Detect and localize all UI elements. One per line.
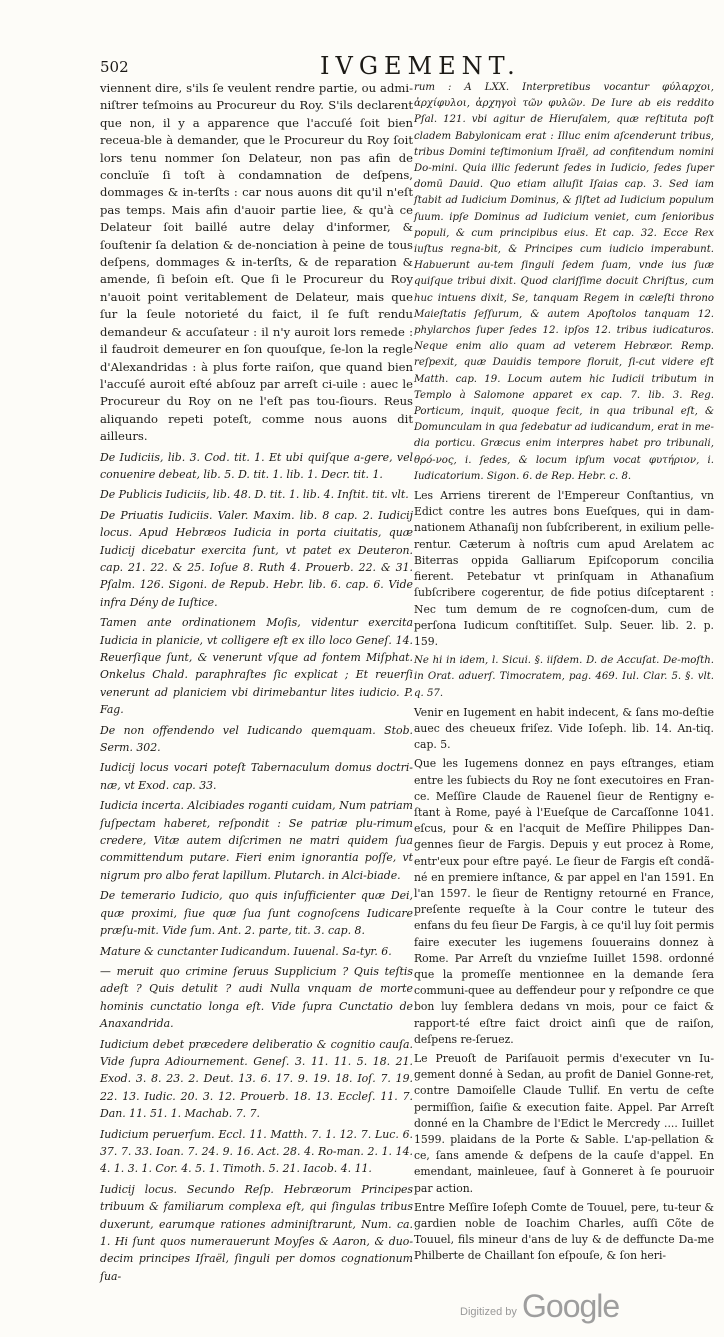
paragraph: Venir en Iugement en habit indecent, & ſans mo-deſtie auec des cheueux friſez. Vide Ioſeph. lib. 14. An-tiq. cap. 5. bbox=[414, 705, 714, 752]
paragraph: Iudicium peruerſum. Eccl. 11. Matth. 7. 1. 12. 7. Luc. 6. 37. 7. 33. Ioan. 7. 24. 9. 16. Act. 28. 4. Ro-man. 2. 1. 14. 4. 1. 3. 1. Cor. 4. 5. 1. Timoth. 5. 21. Iacob. 4. 11. bbox=[100, 1127, 413, 1176]
paragraph: De Iudiciis, lib. 3. Cod. tit. 1. Et ubi quiſque a-gere, vel conuenire debeat, lib. 5. D. tit. 1. lib. 1. Decr. tit. 1. bbox=[100, 450, 413, 481]
digitized-by-label: Digitized by bbox=[460, 1306, 517, 1318]
paragraph: viennent dire, s'ils ſe veulent rendre partie, ou admi-niſtrer teſmoins au Procureur du Roy. S'ils declarent que non, il y a apparence que l'accuſé ſoit bien receua-ble à demander, que le Procureur du Roy ſoit lors tenu nommer ſon Delateur, non pas afin de concluïe ſi toſt à condamnation de deſpens, dommages & in-terſts : car nous auons dit qu'il n'eſt pas temps. Mais afin d'auoir partie liee, & qu'à ce Delateur ſoit baillé autre delay d'informer, & ſouſtenir ſa delation & de-nonciation à peine de tous deſpens, dommages & in-terſts, & de reparation & amende, ſi beſoin eſt. Que ſi le Procureur du Roy n'auoit point veritablement de Delateur, mais que ſur la ſeule notorieté du faict, il ſe fuſt rendu demandeur & accuſateur : il n'y auroit lors remede : il faudroit demeurer en ſon quouſque, ſe-lon la regle d'Alexandridas : à plus forte raiſon, que quand bien l'accuſé auroit eſté abſouz par arreſt ci-uile : auec le Procureur du Roy on ne l'eſt pas tou-ſiours. Reus aliquando repeti poteſt, comme nous auons dit ailleurs. bbox=[100, 81, 413, 444]
page-header bbox=[100, 52, 700, 82]
paragraph: Iudicij locus vocari poteſt Tabernaculum domus doctri-næ, vt Exod. cap. 33. bbox=[100, 761, 413, 792]
paragraph: Iudicium debet præcedere deliberatio & cognitio cauſa. Vide ſupra Adiournement. Geneſ. 3. 11. 11. 5. 18. 21. Exod. 3. 8. 23. 2. Deut. 13. 6. 17. 9. 19. 18. Ioſ. 7. 19. 22. 13. Iudic. 20. 3. 12. Prouerb. 18. 13. Eccleſ. 11. 7. Dan. 11. 51. 1. Machab. 7. 7. bbox=[100, 1037, 413, 1121]
paragraph: Ne hi in idem, l. Sicui. §. iiſdem. D. de Accuſat. De-moſth. in Orat. aduerſ. Timocratem, pag. 469. Iul. Clar. 5. §. vlt. q. 57. bbox=[414, 655, 714, 699]
running-title: IVGEMENT. bbox=[320, 52, 521, 80]
paragraph: Mature & cunctanter Iudicandum. Iuuenal. Sa-tyr. 6. bbox=[100, 944, 392, 958]
right-column bbox=[414, 80, 714, 1265]
paragraph: Iudicij locus. Secundo Reſp. Hebræorum Principes tribuum & familiarum complexa eſt, qui ſingulas tribus duxerunt, earumque rationes adminiſtrarunt, Num. ca. 1. Hi ſunt quos numerauerunt Moyſes & Aaron, & duo-decim principes Iſraël, ſinguli per domos cognationum ſua- bbox=[100, 1182, 413, 1283]
paragraph: De non offendendo vel Iudicando quemquam. Stob. Serm. 302. bbox=[100, 723, 413, 755]
paragraph: Le Preuoſt de Pariſauoit permis d'executer vn Iu-gement donné à Sedan, au profit de Daniel Gonne-ret, contre Damoiſelle Claude Tullif. En vertu de ceſte permiſſion, ſaiſie & execution faite. Appel. Par Arreſt donné en la Chambre de l'Edict le Mercredy .... Iuillet 1599. plaidans de la Porte & Sable. L'ap-pellation & ce, ſans amende & deſpens de la cauſe d'appel. En emendant, mainleuee, ſauf à Gonneret à ſe pouruoir par action. bbox=[414, 1051, 714, 1195]
paragraph: Iudicia incerta. Alcibiades roganti cuidam, Num patriam ſuſpectam haberet, reſpondit : Se patriæ plu-rimum credere, Vitæ autem diſcrimen ne matri quidem ſua committendum putare. Fieri enim ignorantia poſſe, vt nigrum pro albo ferat lapillum. Plutarch. in Alci-biade. bbox=[100, 799, 413, 882]
paragraph: De temerario Iudicio, quo quis inſufficienter quæ Dei, quæ proximi, ſiue quæ ſua ſunt cognoſcens Iudicare præſu-mit. Vide ſum. Ant. 2. parte, tit. 3. cap. 8. bbox=[100, 889, 413, 938]
paragraph: Entre Meſſire Ioſeph Comte de Touuel, pere, tu-teur & gardien noble de Ioachim Charles, auſſi Cõte de Touuel, fils mineur d'ans de luy & de deffuncte Da-me Philberte de Chaillant ſon eſpouſe, & ſon heri- bbox=[414, 1200, 714, 1263]
paragraph: rum : A LXX. Interpretibus vocantur φύλαρχοι, ἀρχίφυλοι, ἀρχηγοὶ τῶν φυλῶν. De Iure ab eis reddito Pſal. 121. vbi agitur de Hieruſalem, quæ reſtituta poſt cladem Babylonicam erat : Illuc enim aſcenderunt tribus, tribus Domini teſtimonium Iſraël, ad confitendum nomini Do-mini. Quia illic ſederunt ſedes in Iudicio, ſedes ſuper domū Dauid. Quo etiam alluſit Iſaias cap. 3. Sed iam ſtabit ad Iudicium Dominus, & ſiſtet ad Iudicium populum ſuum. ipſe Dominus ad Iudicium veniet, cum ſenioribus populi, & cum principibus eius. Et cap. 32. Ecce Rex iuſtus regna-bit, & Principes cum iudicio imperabunt. Habuerunt au-tem ſinguli ſedem ſuam, vnde ius ſuæ quiſque tribui dixit. Quod clariſſime docuit Chriſtus, cum huc intuens dixit, Se, tanquam Regem in cæleſti throno Maieſtatis ſeſſurum, & autem Apoſtolos tanquam 12. phylarchos ſuper ſedes 12. ipſos 12. tribus iudicaturos. Neque enim alio quam ad veterem Hebræor. Remp. reſpexit, quæ Dauidis tempore floruit, ſi-cut videre eſt Matth. cap. 19. Locum autem hic Iudicii tributum in Templo à Salomone apparet ex cap. 7. lib. 3. Reg. Porticum, inquit, quoque fecit, in qua tribunal eſt, & Domunculam in qua ſedebatur ad iudicandum, erat in me-dia porticu. Græcus enim interpres habet pro tribunali, θρό-νος, i. ſedes, & locum ipſum vocat φυτήριον, i. Iudicatorium. Sigon. 6. de Rep. Hebr. c. 8. bbox=[414, 82, 714, 482]
page-number: 502 bbox=[100, 58, 129, 76]
quotation: — meruit quo crimine ſeruus Supplicium ? Quis teſtis adeſt ? Quis detulit ? audi Nulla vnquam de morte hominis cunctatio longa eſt. Vide ſupra Cunctatio de Anaxandrida. bbox=[100, 964, 413, 1031]
paragraph: Tamen ante ordinationem Moſis, videntur exercita Iudicia in planicie, vt colligere eſt ex illo loco Geneſ. 14. Reuerſique ſunt, & venerunt vſque ad fontem Miſphat. Onkelus Chald. paraphraſtes ſic explicat ; Et reuerſi venerunt ad planiciem vbi dirimebantur lites iudicio. P. Fag. bbox=[100, 616, 413, 717]
left-column bbox=[100, 80, 413, 1285]
paragraph: De Priuatis Iudiciis. Valer. Maxim. lib. 8 cap. 2. Iudicij locus. Apud Hebræos Iudicia in porta ciuitatis, quæ Iudicij dicebatur exercita ſunt, vt patet ex Deuteron. cap. 21. 22. & 25. Ioſue 8. Ruth 4. Prouerb. 22. & 31. Pſalm. 126. Sigoni. de Repub. Hebr. lib. 6. cap. 6. Vide infra Dény de Iuſtice. bbox=[100, 508, 413, 609]
paragraph: Les Arriens tirerent de l'Empereur Conſtantius, vn Edict contre les autres bons Eueſques, qui in dam-nationem Athanaſij non ſubſcriberent, in exilium pelle-rentur. Cæterum à noſtris cum apud Arelatem ac Biterras oppida Galliarum Epiſcoporum concilia fierent. Petebatur vt prinſquam in Athanaſium ſubſcribere cogerentur, de fide potius diſceptarent : Nec tum demum de re cognoſcen-dum, cum de perſona Iudicum conſtitiſſet. Sulp. Seuer. lib. 2. p. 159. bbox=[414, 489, 714, 648]
paragraph: Que les Iugemens donnez en pays eſtranges, etiam entre les ſubiects du Roy ne ſont executoires en Fran-ce. Meſſire Claude de Rauenel ſieur de Rentigny e-ſtant à Rome, payé à l'Eueſque de Carcaſſonne 1041. eſcus, pour & en l'acquit de Meſſire Philippes Dan-gennes ſieur de Fargis. Depuis y eut procez à Rome, entr'eux pour eſtre payé. Le ſieur de Fargis eſt condã-né en premiere inſtance, & par appel en l'an 1591. En l'an 1597. le ſieur de Rentigny retourné en France, preſente requeſte à la Cour contre le tuteur des enfans du feu ſieur De Fargis, à ce qu'il luy ſoit permis faire executer les iugemens ſouuerains donnez à Rome. Par Arreſt du vnzieſme Iuillet 1598. ordonné que la promeſſe mentionnee en la demande ſera communi-quee au deffendeur pour y reſpondre ce que bon luy ſemblera dedans vn mois, pour ce faict & rapport-té eſtre faict droict ainſi que de raiſon, deſpens re-ſeruez. bbox=[414, 757, 714, 1046]
google-logo: Google bbox=[522, 1288, 620, 1324]
paragraph: De Publicis Iudiciis, lib. 48. D. tit. 1. lib. 4. Inſtit. tit. vlt. bbox=[100, 488, 409, 502]
footer bbox=[460, 1288, 620, 1328]
